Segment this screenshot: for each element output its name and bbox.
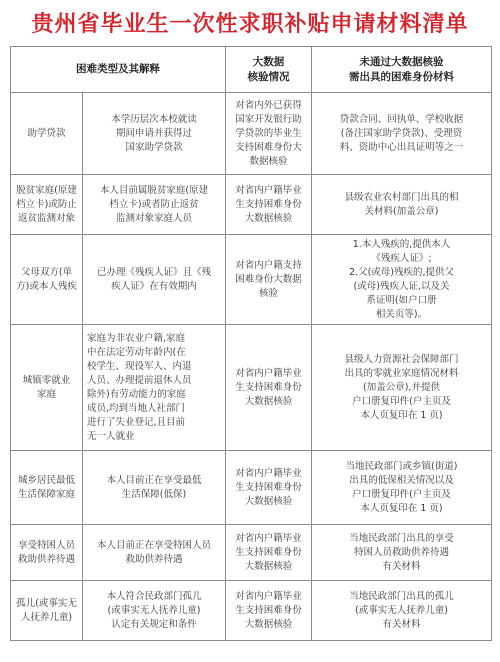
table-row [11, 525, 492, 581]
row-bigdata: 对省内户籍毕业 生支持困难身份 大数据核验 [226, 581, 312, 641]
row-bigdata: 对省内户籍支持 困难身份大数据 核验 [226, 235, 312, 325]
row-type-name: 城乡居民最低 生活保障家庭 [11, 451, 83, 525]
header-type: 困难类型及其解释 [11, 47, 226, 93]
row-materials: 当地民政部门出具的享受 特困人员救助供养待遇 有关材料 [312, 525, 492, 581]
row-type-name: 脱贫家庭(原建 档立卡)或防止 返贫监测对象 [11, 175, 83, 235]
row-type-name: 孤儿(或事实无 人抚养儿童) [11, 581, 83, 641]
table-row [11, 451, 492, 525]
table-row [11, 93, 492, 175]
row-description: 本学历层次本校就读 期间申请并获得过 国家助学贷款 [83, 93, 226, 175]
row-description: 本人目前正在享受特困人员 救助供养待遇 [83, 525, 226, 581]
table-row [11, 325, 492, 451]
row-materials: 贷款合同、回执单、学校收据 (备注国家助学贷款)、受理资 料、资助中心出具证明等之一 [312, 93, 492, 175]
row-type-name: 助学贷款 [11, 93, 83, 175]
table-row [11, 175, 492, 235]
row-type-name: 父母双方(单 方)或本人残疾 [11, 235, 83, 325]
row-description: 已办理《残疾人证》且《残 疾人证》在有效期内 [83, 235, 226, 325]
header-row [11, 47, 492, 93]
row-materials: 县级人力资源社会保障部门 出具的零就业家庭情况材料 (加盖公章),并提供 户口册复印件(户主页及 本人页复印在 1 页) [312, 325, 492, 451]
header-materials: 未通过大数据核验 需出具的困难身份材料 [312, 47, 492, 93]
row-materials: 县级农业农村部门出具的相 关材料(加盖公章) [312, 175, 492, 235]
row-materials: 1.本人残疾的,提供本人 《残疾人证》; 2.父(或母)残疾的,提供父 (或母)残疾人证,以及关 系证明(如户口册 相关页等)。 [312, 235, 492, 325]
header-bigdata: 大数据 核验情况 [226, 47, 312, 93]
row-bigdata: 对省内户籍毕业 生支持困难身份 大数据核验 [226, 175, 312, 235]
row-description: 本人目前正在享受最低 生活保障(低保) [83, 451, 226, 525]
row-bigdata: 对省内户籍毕业 生支持困难身份 大数据核验 [226, 525, 312, 581]
row-type-name: 享受特困人员 救助供养待遇 [11, 525, 83, 581]
row-bigdata: 对省内户籍毕业 生支持困难身份 大数据核验 [226, 451, 312, 525]
row-type-name: 城镇零就业 家庭 [11, 325, 83, 451]
requirements-table [10, 46, 492, 641]
page-title: 贵州省毕业生一次性求职补贴申请材料清单 [31, 11, 469, 37]
row-description: 本人符合民政部门孤儿 (或事实无人抚养儿童) 认定有关规定和条件 [83, 581, 226, 641]
row-bigdata: 对省内户籍毕业 生支持困难身份 大数据核验 [226, 325, 312, 451]
row-description: 本人目前属脱贫家庭(原建 档立卡)或者防止返贫 监测对象家庭人员 [83, 175, 226, 235]
table-row [11, 235, 492, 325]
row-materials: 当地民政部门出具的孤儿 (或事实无人抚养儿童) 有关材料 [312, 581, 492, 641]
row-materials: 当地民政部门或乡镇(街道) 出具的低保相关情况以及 户口册复印件(户主页及 本人页复印在 1 页) [312, 451, 492, 525]
table-row [11, 581, 492, 641]
row-description: 家庭为非农业户籍,家庭 中在法定劳动年龄内(在 校学生、现役军人、内退 人员、办理提前退休人员 除外)有劳动能力的家庭 成员,均到当地人社部门 进行了失业登记,且目前 无一人就业 [83, 325, 226, 451]
row-bigdata: 对省内外已获得 国家开发银行助 学贷款的毕业生 支持困难身份大 数据核验 [226, 93, 312, 175]
